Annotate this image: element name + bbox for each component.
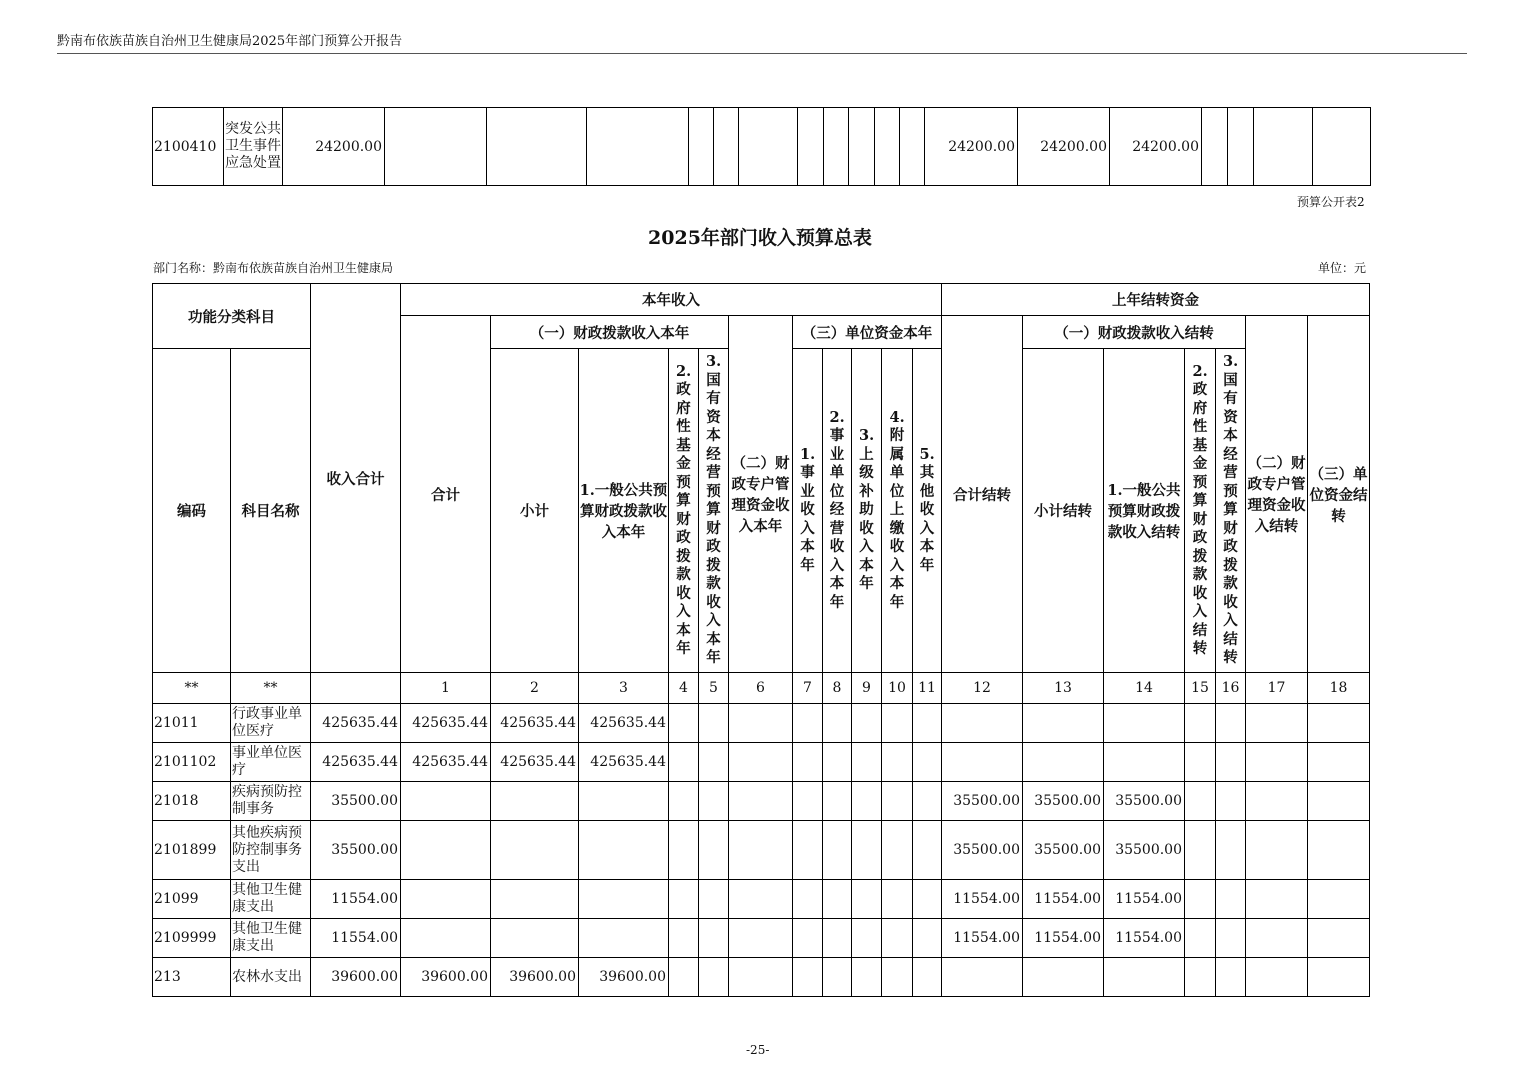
row-code: 2101899 (153, 821, 231, 880)
table-row (153, 743, 1370, 782)
table-row (153, 704, 1370, 743)
row-carry-sum: 35500.00 (942, 821, 1023, 880)
table-row (153, 880, 1370, 919)
header-code: 编码 (153, 349, 231, 673)
department-name: 部门名称：黔南布依族苗族自治州卫生健康局 (153, 261, 394, 275)
table-row (153, 958, 1370, 997)
row-subtotal (491, 821, 579, 880)
row-general (579, 880, 669, 919)
table-label: 预算公开表2 (1297, 195, 1365, 209)
row-total: 425635.44 (311, 743, 401, 782)
row-carry-sum: 24200.00 (925, 108, 1018, 186)
header-carry-unit: （三）单位资金结转 (1308, 316, 1370, 673)
row-total: 24200.00 (283, 108, 385, 186)
row-name: 突发公共卫生事件应急处置 (224, 108, 283, 186)
table-title: 2025年部门收入预算总表 (648, 227, 872, 249)
row-carry-subtotal: 35500.00 (1023, 782, 1104, 821)
row-code: 213 (153, 958, 231, 997)
income-budget-table (152, 283, 1370, 997)
row-name: 事业单位医疗 (231, 743, 311, 782)
row-carry-subtotal (1023, 743, 1104, 782)
row-carry-general (1104, 704, 1185, 743)
header-carry-subtotal: 小计结转 (1023, 349, 1104, 673)
row-sum (401, 782, 491, 821)
row-sum (401, 919, 491, 958)
row-code: 21018 (153, 782, 231, 821)
table-row (153, 782, 1370, 821)
row-carry-general (1104, 743, 1185, 782)
row-total: 39600.00 (311, 958, 401, 997)
row-carry-sum (942, 743, 1023, 782)
row-total: 35500.00 (311, 821, 401, 880)
row-code: 2100410 (153, 108, 224, 186)
header-carry-gov-fund: 2.政府性基金预算财政拨款收入结转 (1185, 349, 1216, 673)
header-divider (57, 53, 1467, 54)
row-carry-general: 24200.00 (1110, 108, 1202, 186)
row-carry-subtotal (1023, 958, 1104, 997)
header-carry-general: 1.一般公共预算财政拨款收入结转 (1104, 349, 1185, 673)
row-name: 农林水支出 (231, 958, 311, 997)
row-code: 2101102 (153, 743, 231, 782)
row-carry-subtotal: 24200.00 (1018, 108, 1110, 186)
header-unit-group: （三）单位资金本年 (793, 316, 942, 349)
unit-label: 单位：元 (1318, 261, 1367, 275)
row-total: 425635.44 (311, 704, 401, 743)
header-unit-5: 5.其他收入本年 (913, 349, 942, 673)
header-state-capital: 3.国有资本经营预算财政拨款收入本年 (699, 349, 729, 673)
row-name: 疾病预防控制事务 (231, 782, 311, 821)
header-gov-fund: 2.政府性基金预算财政拨款收入本年 (669, 349, 699, 673)
row-sum (401, 880, 491, 919)
header-sum: 合计 (401, 316, 491, 673)
row-sum: 425635.44 (401, 704, 491, 743)
row-carry-subtotal: 11554.00 (1023, 919, 1104, 958)
row-carry-general: 11554.00 (1104, 919, 1185, 958)
header-general: 1.一般公共预算财政拨款收入本年 (579, 349, 669, 673)
header-func: 功能分类科目 (153, 284, 311, 349)
row-carry-subtotal: 35500.00 (1023, 821, 1104, 880)
header-carry-special: （二）财政专户管理资金收入结转 (1246, 316, 1308, 673)
row-carry-general: 35500.00 (1104, 821, 1185, 880)
row-name: 其他疾病预防控制事务支出 (231, 821, 311, 880)
header-unit-1: 1.事业收入本年 (793, 349, 823, 673)
header-last-year: 上年结转资金 (942, 284, 1370, 316)
header-carry-sum: 合计结转 (942, 316, 1023, 673)
row-subtotal: 39600.00 (491, 958, 579, 997)
row-general (579, 919, 669, 958)
header-special: （二）财政专户管理资金收入本年 (729, 316, 793, 673)
row-general (579, 821, 669, 880)
row-total: 11554.00 (311, 880, 401, 919)
table-row (153, 919, 1370, 958)
header-this-year: 本年收入 (401, 284, 942, 316)
header-unit-2: 2.事业单位经营收入本年 (823, 349, 852, 673)
row-code: 21099 (153, 880, 231, 919)
header-unit-3: 3.上级补助收入本年 (852, 349, 882, 673)
row-general: 39600.00 (579, 958, 669, 997)
table-row (153, 821, 1370, 880)
row-general: 425635.44 (579, 704, 669, 743)
page-number: -25- (746, 1043, 770, 1057)
header-unit-4: 4.附属单位上缴收入本年 (882, 349, 913, 673)
row-name: 其他卫生健康支出 (231, 919, 311, 958)
continued-table (152, 107, 1371, 186)
index-row: ** ** 1 2 3 4 5 6 7 8 9 10 11 12 13 14 15 16 17 18 (153, 673, 1370, 704)
document-header: 黔南布依族苗族自治州卫生健康局2025年部门预算公开报告 (57, 34, 403, 49)
row-total: 35500.00 (311, 782, 401, 821)
row-carry-subtotal: 11554.00 (1023, 880, 1104, 919)
row-total: 11554.00 (311, 919, 401, 958)
row-subtotal (491, 782, 579, 821)
header-subtotal: 小计 (491, 349, 579, 673)
row-subtotal: 425635.44 (491, 743, 579, 782)
row-code: 2109999 (153, 919, 231, 958)
row-carry-general: 11554.00 (1104, 880, 1185, 919)
row-carry-general: 35500.00 (1104, 782, 1185, 821)
row-sum: 39600.00 (401, 958, 491, 997)
header-fiscal-group: （一）财政拨款收入本年 (491, 316, 729, 349)
header-carry-state-capital: 3.国有资本经营预算财政拨款收入结转 (1216, 349, 1246, 673)
header-total: 收入合计 (311, 284, 401, 673)
row-name: 其他卫生健康支出 (231, 880, 311, 919)
row-general: 425635.44 (579, 743, 669, 782)
row-carry-sum: 11554.00 (942, 880, 1023, 919)
row-sum: 425635.44 (401, 743, 491, 782)
row-sum (401, 821, 491, 880)
header-name: 科目名称 (231, 349, 311, 673)
row-code: 21011 (153, 704, 231, 743)
row-subtotal (491, 919, 579, 958)
row-general (579, 782, 669, 821)
table-row (153, 108, 1371, 186)
row-carry-sum: 35500.00 (942, 782, 1023, 821)
row-carry-sum (942, 958, 1023, 997)
row-carry-subtotal (1023, 704, 1104, 743)
row-carry-general (1104, 958, 1185, 997)
row-carry-sum (942, 704, 1023, 743)
row-subtotal (491, 880, 579, 919)
row-name: 行政事业单位医疗 (231, 704, 311, 743)
header-carry-fiscal-group: （一）财政拨款收入结转 (1023, 316, 1246, 349)
row-subtotal: 425635.44 (491, 704, 579, 743)
row-carry-sum: 11554.00 (942, 919, 1023, 958)
